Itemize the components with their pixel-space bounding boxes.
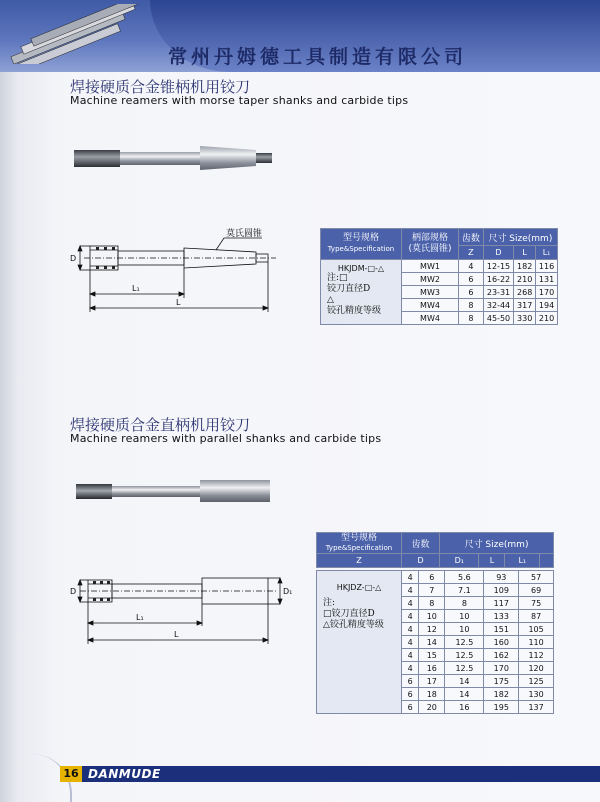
- dim-D-label: D: [70, 587, 77, 596]
- section1-title-cn: 焊接硬质合金锥柄机用铰刀: [70, 78, 251, 96]
- table-cell: 4: [402, 662, 419, 675]
- dim-L-label: L: [176, 298, 181, 307]
- dim-L-label: L: [174, 630, 179, 639]
- table-cell: 93: [484, 571, 519, 584]
- sub-header-L1: L₁: [536, 246, 558, 260]
- table-cell: 6: [402, 675, 419, 688]
- table-cell: 45-50: [483, 312, 513, 325]
- parallel-shank-reamer-drawing: [66, 570, 296, 650]
- table-cell: 6: [402, 688, 419, 701]
- type-code-cell: HKJDM-□-△ 注:□ 铰刀直径D △ 铰孔精度等级: [321, 260, 402, 325]
- table-cell: 317: [514, 299, 536, 312]
- table-cell: 12.5: [445, 636, 484, 649]
- sub-header-L1: L₁: [505, 554, 540, 568]
- table-cell: 131: [536, 273, 558, 286]
- section1-title-en: Machine reamers with morse taper shanks and carbide tips: [70, 94, 409, 107]
- page-footer: [0, 754, 600, 802]
- table-cell: 120: [519, 662, 554, 675]
- table-cell: 125: [519, 675, 554, 688]
- table-cell: 4: [402, 597, 419, 610]
- table-cell: 170: [484, 662, 519, 675]
- table-cell: 117: [484, 597, 519, 610]
- taper-shank-reamer-photo: [66, 138, 286, 178]
- brand-name: DANMUDE: [88, 767, 161, 781]
- table-cell: 162: [484, 649, 519, 662]
- page-number: 16: [60, 766, 82, 782]
- table-cell: 110: [519, 636, 554, 649]
- table-cell: MW1: [402, 260, 459, 273]
- table-cell: 116: [536, 260, 558, 273]
- table-cell: 8: [419, 597, 445, 610]
- table-cell: 14: [445, 688, 484, 701]
- col-size-header: 尺寸 Size(mm): [483, 229, 557, 246]
- col-teeth-header: 齿数: [402, 533, 440, 554]
- table-cell: 151: [484, 623, 519, 636]
- dim-L1-label: L₁: [136, 613, 144, 622]
- sub-header-Z: Z: [459, 246, 484, 260]
- table-cell: 137: [519, 701, 554, 714]
- table-cell: 18: [419, 688, 445, 701]
- table-cell: 194: [536, 299, 558, 312]
- table-cell: 182: [514, 260, 536, 273]
- parallel-reamer-spec-table: [316, 532, 554, 568]
- table-cell: 6: [402, 701, 419, 714]
- table-cell: 8: [459, 299, 484, 312]
- table-cell: 20: [419, 701, 445, 714]
- table-cell: 6: [419, 571, 445, 584]
- sub-header-L: L: [514, 246, 536, 260]
- table-cell: 175: [484, 675, 519, 688]
- taper-label: 莫氏圆锥: [226, 229, 263, 239]
- table-cell: 4: [402, 584, 419, 597]
- table-cell: 87: [519, 610, 554, 623]
- table-cell: MW4: [402, 299, 459, 312]
- table-cell: 4: [402, 623, 419, 636]
- sub-header-L: L: [479, 554, 505, 568]
- table-cell: 4: [402, 610, 419, 623]
- dim-L1-label: L₁: [132, 284, 140, 293]
- table-cell: 16-22: [483, 273, 513, 286]
- table-cell: 16: [419, 662, 445, 675]
- table-cell: 15: [419, 649, 445, 662]
- dim-D-label: D: [70, 254, 77, 263]
- table-cell: 16: [445, 701, 484, 714]
- col-shank-header: 柄部规格 (莫氏圆锥): [402, 229, 459, 260]
- table-cell: 5.6: [445, 571, 484, 584]
- parallel-reamer-spec-rows: [316, 570, 554, 714]
- page-header: [0, 0, 600, 72]
- table-cell: 105: [519, 623, 554, 636]
- table-cell: 330: [514, 312, 536, 325]
- sub-header-D1: D₁: [440, 554, 479, 568]
- table-cell: 210: [514, 273, 536, 286]
- table-cell: 109: [484, 584, 519, 597]
- table-cell: 210: [536, 312, 558, 325]
- col-teeth-header: 齿数: [459, 229, 484, 246]
- table-cell: 182: [484, 688, 519, 701]
- table-cell: 12-15: [483, 260, 513, 273]
- table-cell: 8: [459, 312, 484, 325]
- table-cell: 32-44: [483, 299, 513, 312]
- sub-header-D: D: [483, 246, 513, 260]
- sub-header-type-Z: Z: [317, 554, 402, 568]
- type-code-cell: HKJDZ-□-△ 注: □铰刀直径D △铰孔精度等级: [317, 571, 402, 714]
- table-cell: 12: [419, 623, 445, 636]
- end-mill-tools-illustration: [8, 4, 158, 64]
- table-cell: 133: [484, 610, 519, 623]
- section2-title-en: Machine reamers with parallel shanks and carbide tips: [70, 432, 382, 445]
- table-cell: 10: [445, 623, 484, 636]
- taper-shank-reamer-drawing: [66, 228, 296, 320]
- col-size-header: 尺寸 Size(mm): [440, 533, 554, 554]
- table-cell: 6: [459, 273, 484, 286]
- table-cell: 69: [519, 584, 554, 597]
- table-cell: 4: [459, 260, 484, 273]
- table-cell: 57: [519, 571, 554, 584]
- table-cell: 8: [445, 597, 484, 610]
- section2-title-cn: 焊接硬质合金直柄机用铰刀: [70, 416, 251, 434]
- table-cell: 75: [519, 597, 554, 610]
- table-cell: 12.5: [445, 649, 484, 662]
- table-cell: 14: [445, 675, 484, 688]
- table-cell: 7.1: [445, 584, 484, 597]
- dim-D1-label: D₁: [283, 587, 293, 596]
- table-cell: MW3: [402, 286, 459, 299]
- table-cell: 195: [484, 701, 519, 714]
- table-cell: 112: [519, 649, 554, 662]
- table-cell: 7: [419, 584, 445, 597]
- table-cell: 130: [519, 688, 554, 701]
- sub-header-D: D: [402, 554, 440, 568]
- table-cell: 14: [419, 636, 445, 649]
- table-cell: 10: [445, 610, 484, 623]
- table-cell: 170: [536, 286, 558, 299]
- table-cell: MW4: [402, 312, 459, 325]
- table-cell: 12.5: [445, 662, 484, 675]
- table-cell: 10: [419, 610, 445, 623]
- table-cell: 4: [402, 649, 419, 662]
- col-type-header: 型号规格 Type&Specification: [321, 229, 402, 260]
- company-name: 常州丹姆德工具制造有限公司: [168, 46, 468, 68]
- taper-reamer-spec-table: [320, 228, 558, 325]
- table-cell: 4: [402, 571, 419, 584]
- table-cell: 6: [459, 286, 484, 299]
- table-cell: MW2: [402, 273, 459, 286]
- table-cell: 268: [514, 286, 536, 299]
- table-cell: 23-31: [483, 286, 513, 299]
- table-cell: 17: [419, 675, 445, 688]
- table-cell: 4: [402, 636, 419, 649]
- col-type-header: 型号规格 Type&Specification: [317, 533, 402, 554]
- table-cell: 160: [484, 636, 519, 649]
- parallel-shank-reamer-photo: [66, 476, 286, 506]
